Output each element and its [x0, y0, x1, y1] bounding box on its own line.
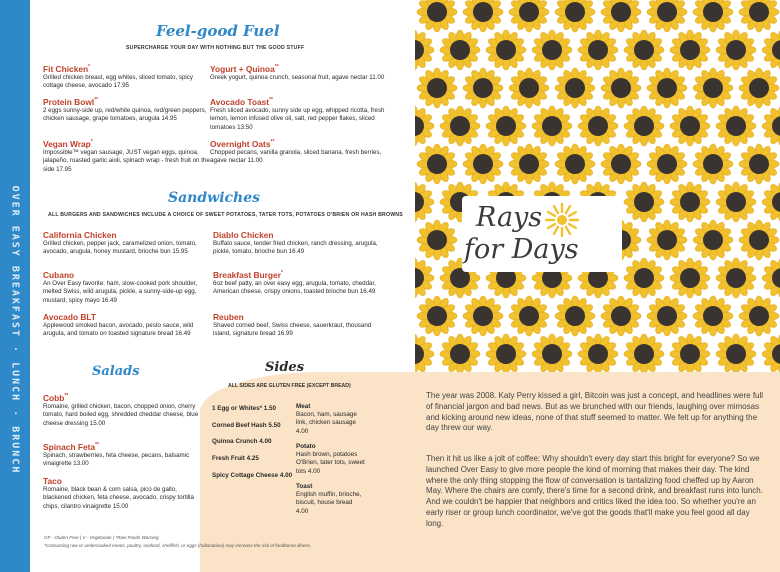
story-paragraph-1: The year was 2008. Katy Perry kissed a girl, Bitcoin was just a concept, and headlines were full of financial jargon and bad news. But as we brunched with our friends, laughing over mimosas and kicking around new ideas, none of that stuff seemed to matter. We felt up for anything the day threw our way. — [426, 391, 764, 433]
sunflower-icon — [693, 0, 733, 32]
brand-title-line-1: Rays — [476, 202, 543, 233]
item-mark: ** — [94, 97, 99, 103]
sunflower-icon — [578, 106, 618, 146]
item-description: Romaine, black bean & corn salsa, pico de gallo, blackened chicken, feta cheese, avocado, crispy tortilla chips, cilantro vinaigrette 15.00 — [43, 485, 194, 510]
item-name: Yogurt + Quinoa — [210, 63, 275, 74]
sunflower-icon — [417, 68, 457, 108]
sunflower-icon — [486, 106, 526, 146]
section-title-feel-good-fuel: Feel-good Fuel — [156, 22, 280, 40]
sunflower-icon — [647, 220, 687, 260]
sunflower-icon — [555, 0, 595, 32]
sunflower-icon — [670, 182, 710, 222]
sunflower-icon — [417, 144, 457, 184]
item-mark: ** — [95, 442, 100, 448]
item-mark: ** — [274, 64, 279, 70]
sunflower-icon — [601, 144, 641, 184]
sunflower-icon — [716, 106, 756, 146]
footnote-legend: GF - Gluten Free | V - Vegetarian | *Raw Foods Warning — [44, 535, 159, 540]
sunflower-icon — [693, 220, 733, 260]
item-description: Applewood smoked bacon, avocado, pesto sauce, wild arugula, and tomato on toasted signature bread 16.49 — [43, 321, 194, 338]
footnote-warning: *Consuming raw or undercooked meats, poultry, seafood, shellfish, or eggs (hollandaise) may increase the risk of foodborne illness. — [44, 543, 312, 548]
item-name: Breakfast Burger — [213, 269, 281, 280]
sunflower-icon — [509, 68, 549, 108]
item-name: Cobb — [43, 392, 65, 403]
menu-item-yogurt-quinoa — [210, 62, 390, 82]
sunflower-pattern — [415, 0, 780, 372]
sunflower-icon — [463, 0, 503, 32]
sunflower-icon — [624, 258, 664, 298]
menu-item-breakfast-burger — [213, 268, 388, 297]
story-paragraph-2: Then it hit us like a jolt of coffee: Why shouldn't every day start this bright for everyone? So we launched Over Easy to give more people the kind of morning that makes their day. The kind where the only thing stopping the flow of conversation is tantalizing food cheffed up by Aaron May. Where the chairs are comfy, there's time for a second drink, and breakfast runs into lunch. And we couldn't be happier that neighbors and critics liked the idea too. So whether you're an early riser or group lunch coordinator, we've got the goods that'll make you feel good all day long. — [426, 454, 763, 528]
item-description: An Over Easy favorite: ham, slow-cooked pork shoulder, melted Swiss, wild arugula, pickle, a sunny-side-up egg, mustard, spicy mayo 16.49 — [43, 279, 198, 304]
item-name: Fit Chicken — [43, 63, 89, 74]
item-description: 2 eggs sunny-side up, red/white quinoa, red/green peppers, chicken sausage, grape tomatoes, arugula 14.95 — [43, 106, 207, 123]
sunflower-icon — [415, 258, 434, 298]
item-description: Fresh sliced avocado, sunny side up egg, whipped ricotta, fresh lemon, lemon infused olive oil, salt, red pepper flakes, sliced tomatoes 13.50 — [210, 106, 385, 131]
item-description: 6oz beef patty, an over easy egg, arugula, tomato, cheddar, American cheese, crispy onions, toasted brioche bun 16.49 — [213, 279, 376, 296]
sunflower-icon — [670, 30, 710, 70]
item-description: Chopped pecans, vanilla granola, sliced banana, fresh berries, agave nectar 11.00 — [210, 148, 382, 165]
item-description: Buffalo sauce, tender fried chicken, ranch dressing, arugula, pickle, tomato, brioche bun 16.49 — [213, 239, 378, 256]
menu-item-protein-bowl — [43, 95, 213, 124]
item-name: Reuben — [213, 311, 244, 322]
menu-item-spinach-feta — [43, 440, 203, 469]
menu-item-overnight-oats — [210, 137, 390, 166]
sunflower-icon — [693, 144, 733, 184]
sunflower-icon — [532, 30, 572, 70]
section-title-salads: Salads — [92, 364, 140, 379]
sunflower-icon — [624, 182, 664, 222]
sunflower-icon — [440, 106, 480, 146]
sunflower-icon — [463, 144, 503, 184]
item-name: Avocado BLT — [43, 311, 97, 322]
section-subtitle-feel-good-fuel: SUPERCHARGE YOUR DAY WITH NOTHING BUT THE GOOD STUFF — [126, 45, 305, 51]
item-name: Spinach Feta — [43, 441, 96, 452]
sunflower-icon — [578, 30, 618, 70]
sunflower-icon — [463, 68, 503, 108]
menu-item-cobb — [43, 391, 203, 429]
sunflower-icon — [555, 68, 595, 108]
sunflower-icon — [762, 182, 780, 222]
item-description: Romaine, grilled chicken, bacon, chopped onion, cherry tomato, hard boiled egg, shredded cheddar cheese, blue cheese dressing 15.00 — [43, 402, 199, 427]
side-group-description: Bacon, ham, sausage link, chicken sausage 4.00 — [296, 411, 357, 435]
sunflower-icon — [417, 0, 457, 32]
sunflower-icon — [417, 296, 457, 336]
sunflower-icon — [440, 30, 480, 70]
sunflower-icon — [670, 258, 710, 298]
sunflower-icon — [415, 30, 434, 70]
menu-item-vegan-wrap — [43, 137, 213, 175]
menu-spine — [0, 0, 30, 572]
side-item: Spicy Cottage Cheese 4.00 — [212, 472, 293, 479]
menu-item-reuben — [213, 310, 388, 339]
item-name: Taco — [43, 475, 62, 486]
item-description: Grilled chicken, pepper jack, caramelized onion, tomato, avocado, arugula, honey mustard, brioche bun 15.95 — [43, 239, 197, 256]
item-mark: ** — [270, 139, 275, 145]
sunflower-icon — [647, 144, 687, 184]
side-group-description: Hash brown, potatoes O'Brien, tater tots, sweet tots 4.00 — [296, 451, 365, 475]
side-item: Quinoa Crunch 4.00 — [212, 438, 272, 445]
item-mark: * — [88, 64, 91, 70]
sunflower-icon — [578, 334, 618, 372]
sunflower-icon — [739, 68, 779, 108]
item-description: Grilled chicken breast, egg whites, sliced tomato, spicy cottage cheese, avocado 17.95 — [43, 73, 193, 90]
side-group-name: Potato — [296, 443, 316, 450]
side-group-meat — [296, 403, 366, 436]
side-item: 1 Egg or Whites* 1.50 — [212, 405, 277, 412]
menu-item-diablo-chicken — [213, 228, 388, 257]
sunflower-icon — [670, 334, 710, 372]
sun-rays-icon — [542, 200, 582, 240]
sunflower-pattern-svg — [415, 0, 780, 372]
sunflower-icon — [509, 296, 549, 336]
item-description: Impossible™ vegan sausage, JUST vegan eggs, quinoa, jalapeño, roasted garlic aioli, spinach wrap - fresh fruit on the side 17.95 — [43, 148, 210, 173]
sunflower-icon — [532, 334, 572, 372]
menu-item-fit-chicken — [43, 62, 213, 91]
side-item: Corned Beef Hash 5.50 — [212, 422, 281, 429]
sunflower-icon — [415, 106, 434, 146]
sunflower-icon — [601, 68, 641, 108]
sunflower-icon — [739, 220, 779, 260]
sunflower-icon — [601, 296, 641, 336]
item-name: California Chicken — [43, 229, 117, 240]
side-group-description: English muffin, brioche, biscuit, house bread 4.00 — [296, 491, 362, 515]
sunflower-icon — [555, 144, 595, 184]
item-mark: * — [280, 270, 283, 276]
sunflower-icon — [415, 182, 434, 222]
sunflower-icon — [762, 334, 780, 372]
item-description: Shaved corned beef, Swiss cheese, sauerkraut, thousand island, signature bread 16.99 — [213, 321, 372, 338]
sunflower-icon — [693, 296, 733, 336]
sunflower-icon — [693, 68, 733, 108]
sunflower-icon — [739, 144, 779, 184]
sunflower-icon — [555, 296, 595, 336]
item-description: Greek yogurt, quinoa crunch, seasonal fruit, agave nectar 11.00 — [210, 73, 385, 81]
sunflower-icon — [486, 30, 526, 70]
item-name: Vegan Wrap — [43, 138, 91, 149]
sunflower-icon — [716, 182, 756, 222]
sunflower-icon — [463, 296, 503, 336]
sunflower-icon — [624, 106, 664, 146]
sunflower-icon — [716, 334, 756, 372]
section-title-sides: Sides — [265, 360, 305, 375]
sunflower-icon — [670, 106, 710, 146]
sunflower-icon — [509, 144, 549, 184]
menu-item-cubano — [43, 268, 213, 306]
side-item: Fresh Fruit 4.25 — [212, 455, 259, 462]
side-group-toast — [296, 483, 366, 516]
side-group-name: Meat — [296, 403, 311, 410]
item-name: Avocado Toast — [210, 96, 270, 107]
menu-item-taco — [43, 474, 203, 512]
sunflower-icon — [417, 220, 457, 260]
section-subtitle-sandwiches: ALL BURGERS AND SANDWICHES INCLUDE A CHOICE OF SWEET POTATOES, TATER TOTS, POTATOES O'BRIEN OR HASH BROWNS — [48, 212, 403, 218]
item-description: Spinach, strawberries, feta cheese, pecans, balsamic vinaigrette 13.00 — [43, 451, 190, 468]
sunflower-icon — [509, 0, 549, 32]
menu-item-california-chicken — [43, 228, 213, 257]
item-name: Cubano — [43, 269, 75, 280]
sunflower-icon — [440, 334, 480, 372]
sunflower-icon — [762, 30, 780, 70]
sunflower-icon — [415, 334, 434, 372]
side-group-name: Toast — [296, 483, 313, 490]
item-name: Overnight Oats — [210, 138, 271, 149]
sunflower-icon — [601, 0, 641, 32]
menu-item-avocado-blt — [43, 310, 213, 339]
sunflower-icon — [716, 258, 756, 298]
item-mark: * — [90, 139, 93, 145]
item-name: Diablo Chicken — [213, 229, 274, 240]
sunflower-icon — [739, 296, 779, 336]
brand-block — [462, 196, 622, 272]
sunflower-icon — [647, 68, 687, 108]
section-subtitle-sides: ALL SIDES ARE GLUTEN FREE (EXCEPT BREAD) — [228, 383, 351, 389]
item-mark: ** — [64, 393, 69, 399]
sunflower-icon — [647, 296, 687, 336]
sunflower-icon — [739, 0, 779, 32]
sunflower-icon — [647, 0, 687, 32]
menu-item-avocado-toast — [210, 95, 390, 133]
spine-text: OVER EASY BREAKFAST · LUNCH · BRUNCH — [9, 185, 21, 475]
side-group-potato — [296, 443, 366, 476]
sunflower-icon — [624, 334, 664, 372]
sunflower-icon — [762, 258, 780, 298]
sunflower-icon — [532, 106, 572, 146]
brand-title-line-2: for Days — [464, 234, 579, 265]
sunflower-icon — [624, 30, 664, 70]
sunflower-icon — [762, 106, 780, 146]
item-name: Protein Bowl — [43, 96, 95, 107]
section-title-sandwiches: Sandwiches — [168, 190, 261, 206]
sunflower-icon — [716, 30, 756, 70]
item-mark: ** — [269, 97, 274, 103]
sunflower-icon — [486, 334, 526, 372]
